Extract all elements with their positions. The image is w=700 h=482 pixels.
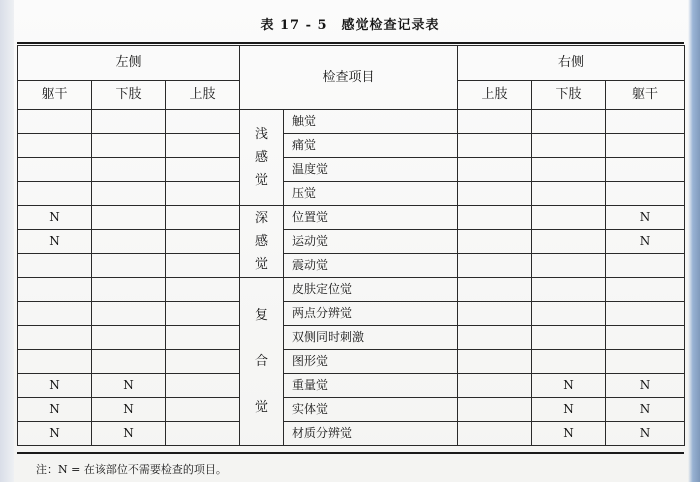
right-upper-limb-cell xyxy=(458,422,532,446)
right-lower-limb-cell xyxy=(532,278,606,302)
right-upper-limb-cell xyxy=(458,134,532,158)
right-upper-limb-cell xyxy=(458,182,532,206)
check-item-name: 压觉 xyxy=(284,182,458,206)
left-upper-limb-cell xyxy=(166,278,240,302)
page-edge-left xyxy=(0,0,14,482)
left-trunk-header: 躯干 xyxy=(18,81,92,110)
left-lower-limb-cell xyxy=(92,278,166,302)
left-lower-limb-header: 下肢 xyxy=(92,81,166,110)
left-upper-limb-cell xyxy=(166,110,240,134)
left-upper-limb-cell xyxy=(166,182,240,206)
header-row-1 xyxy=(18,46,685,81)
table-row xyxy=(18,182,685,206)
right-lower-limb-cell xyxy=(532,182,606,206)
left-trunk-cell xyxy=(18,182,92,206)
check-item-name: 运动觉 xyxy=(284,230,458,254)
right-trunk-cell xyxy=(606,158,685,182)
right-upper-limb-cell xyxy=(458,110,532,134)
table-row xyxy=(18,230,685,254)
left-trunk-cell xyxy=(18,278,92,302)
sensory-exam-table xyxy=(17,45,685,446)
left-trunk-cell xyxy=(18,158,92,182)
table-row xyxy=(18,374,685,398)
category-label xyxy=(240,206,284,278)
left-lower-limb-cell xyxy=(92,254,166,278)
right-upper-limb-cell xyxy=(458,158,532,182)
table-top-rule xyxy=(17,42,684,44)
left-lower-limb-cell xyxy=(92,326,166,350)
left-trunk-cell xyxy=(18,134,92,158)
right-trunk-cell xyxy=(606,326,685,350)
right-lower-limb-cell xyxy=(532,110,606,134)
right-lower-limb-cell xyxy=(532,254,606,278)
left-trunk-cell: N xyxy=(18,422,92,446)
right-trunk-cell: N xyxy=(606,230,685,254)
left-trunk-cell: N xyxy=(18,206,92,230)
left-lower-limb-cell: N xyxy=(92,398,166,422)
right-trunk-cell xyxy=(606,350,685,374)
right-trunk-cell: N xyxy=(606,422,685,446)
check-item-name: 图形觉 xyxy=(284,350,458,374)
left-trunk-cell xyxy=(18,326,92,350)
left-lower-limb-cell xyxy=(92,110,166,134)
left-upper-limb-cell xyxy=(166,134,240,158)
left-upper-limb-cell xyxy=(166,206,240,230)
right-upper-limb-header: 上肢 xyxy=(458,81,532,110)
check-item-name: 位置觉 xyxy=(284,206,458,230)
table-title: 表 17 - 5 感觉检查记录表 xyxy=(260,18,440,33)
table-bottom-rule xyxy=(17,452,684,454)
right-trunk-cell xyxy=(606,110,685,134)
check-item-name: 皮肤定位觉 xyxy=(284,278,458,302)
check-item-name: 重量觉 xyxy=(284,374,458,398)
right-upper-limb-cell xyxy=(458,350,532,374)
table-footnote: 注：N = 在该部位不需要检查的项目。 xyxy=(36,463,227,476)
right-trunk-cell xyxy=(606,278,685,302)
category-label xyxy=(240,278,284,446)
right-lower-limb-cell xyxy=(532,134,606,158)
right-trunk-cell: N xyxy=(606,398,685,422)
left-trunk-cell xyxy=(18,302,92,326)
left-side-header: 左侧 xyxy=(18,46,240,81)
table-row xyxy=(18,398,685,422)
right-lower-limb-cell xyxy=(532,326,606,350)
left-upper-limb-cell xyxy=(166,326,240,350)
right-trunk-cell xyxy=(606,134,685,158)
category-label xyxy=(240,110,284,206)
table-row xyxy=(18,422,685,446)
check-item-name: 材质分辨觉 xyxy=(284,422,458,446)
right-upper-limb-cell xyxy=(458,206,532,230)
left-lower-limb-cell xyxy=(92,134,166,158)
right-lower-limb-cell xyxy=(532,158,606,182)
left-upper-limb-cell xyxy=(166,422,240,446)
left-lower-limb-cell xyxy=(92,158,166,182)
left-lower-limb-cell: N xyxy=(92,374,166,398)
left-trunk-cell: N xyxy=(18,374,92,398)
right-lower-limb-cell: N xyxy=(532,422,606,446)
table-row xyxy=(18,302,685,326)
left-lower-limb-cell xyxy=(92,206,166,230)
left-upper-limb-cell xyxy=(166,158,240,182)
left-trunk-cell: N xyxy=(18,230,92,254)
table-row xyxy=(18,110,685,134)
left-lower-limb-cell: N xyxy=(92,422,166,446)
right-upper-limb-cell xyxy=(458,254,532,278)
right-lower-limb-cell xyxy=(532,230,606,254)
check-item-header: 检查项目 xyxy=(240,46,458,110)
table-row xyxy=(18,206,685,230)
left-upper-limb-cell xyxy=(166,230,240,254)
right-upper-limb-cell xyxy=(458,326,532,350)
left-upper-limb-cell xyxy=(166,398,240,422)
check-item-name: 双侧同时刺激 xyxy=(284,326,458,350)
category-label-text: 复 合 觉 xyxy=(255,307,269,415)
left-upper-limb-cell xyxy=(166,302,240,326)
check-item-name: 触觉 xyxy=(284,110,458,134)
right-upper-limb-cell xyxy=(458,398,532,422)
left-upper-limb-cell xyxy=(166,254,240,278)
left-lower-limb-cell xyxy=(92,350,166,374)
left-trunk-cell: N xyxy=(18,398,92,422)
check-item-name: 痛觉 xyxy=(284,134,458,158)
left-upper-limb-cell xyxy=(166,374,240,398)
left-lower-limb-cell xyxy=(92,302,166,326)
right-trunk-cell xyxy=(606,182,685,206)
right-trunk-cell: N xyxy=(606,206,685,230)
right-trunk-cell: N xyxy=(606,374,685,398)
category-label-text: 浅 感 觉 xyxy=(255,126,269,188)
check-item-name: 震动觉 xyxy=(284,254,458,278)
right-lower-limb-cell xyxy=(532,206,606,230)
table-row xyxy=(18,254,685,278)
left-upper-limb-cell xyxy=(166,350,240,374)
right-lower-limb-cell: N xyxy=(532,398,606,422)
table-row xyxy=(18,350,685,374)
right-upper-limb-cell xyxy=(458,278,532,302)
check-item-name: 实体觉 xyxy=(284,398,458,422)
check-item-name: 温度觉 xyxy=(284,158,458,182)
right-lower-limb-header: 下肢 xyxy=(532,81,606,110)
table-row xyxy=(18,134,685,158)
right-lower-limb-cell xyxy=(532,302,606,326)
left-trunk-cell xyxy=(18,350,92,374)
table-row xyxy=(18,326,685,350)
right-lower-limb-cell xyxy=(532,350,606,374)
category-label-text: 深 感 觉 xyxy=(255,210,269,272)
table-row xyxy=(18,158,685,182)
right-trunk-cell xyxy=(606,254,685,278)
right-upper-limb-cell xyxy=(458,230,532,254)
check-item-name: 两点分辨觉 xyxy=(284,302,458,326)
left-trunk-cell xyxy=(18,254,92,278)
right-trunk-header: 躯干 xyxy=(606,81,685,110)
left-upper-limb-header: 上肢 xyxy=(166,81,240,110)
left-lower-limb-cell xyxy=(92,230,166,254)
right-side-header: 右侧 xyxy=(458,46,685,81)
left-lower-limb-cell xyxy=(92,182,166,206)
page-edge-right xyxy=(688,0,700,482)
right-upper-limb-cell xyxy=(458,302,532,326)
left-trunk-cell xyxy=(18,110,92,134)
right-upper-limb-cell xyxy=(458,374,532,398)
table-row xyxy=(18,278,685,302)
right-trunk-cell xyxy=(606,302,685,326)
right-lower-limb-cell: N xyxy=(532,374,606,398)
